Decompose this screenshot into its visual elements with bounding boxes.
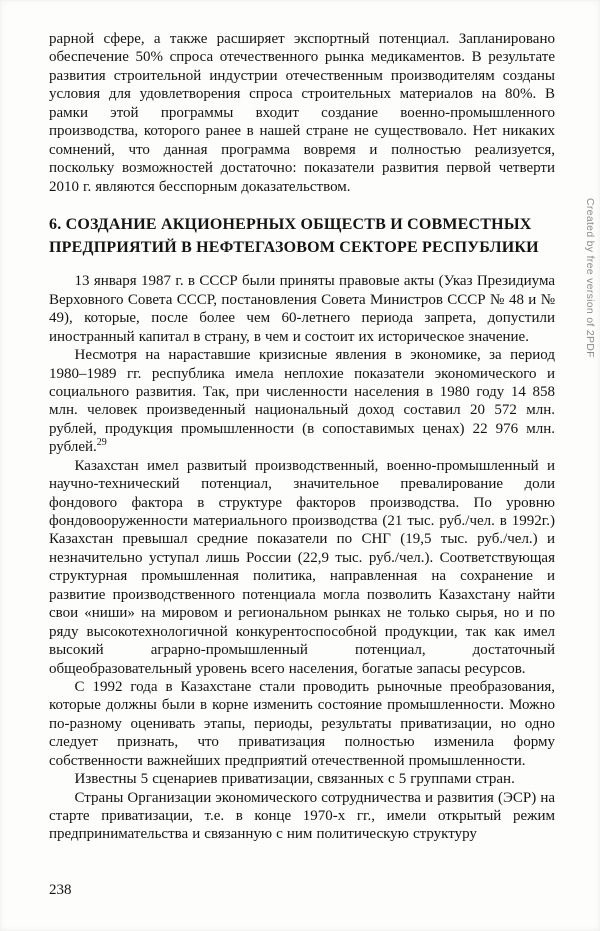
section-heading: 6. СОЗДАНИЕ АКЦИОНЕРНЫХ ОБЩЕСТВ И СОВМЕСТНЫХ ПРЕДПРИЯТИЙ В НЕФТЕГАЗОВОМ СЕКТОРЕ РЕСПУБЛИКИ — [49, 215, 539, 257]
paragraph: С 1992 года в Казахстане стали проводить рыночные преобразования, которые должны были в корне изменить состояние промышленности. Можно по-разному оценивать этапы, периоды, результаты приватизации, но одно следует признать, что приватизация полностью изменила форму собственности важнейших предприятий отечественной промышленности. — [49, 678, 555, 769]
paragraph: 13 января 1987 г. в СССР были приняты правовые акты (Указ Президиума Верховного Совета СССР, постановления Совета Министров СССР № 48 и № 49), которые, после более чем 60-летнего периода запрета, допустили иностранный капитал в страну, в чем и состоит их историческое значение. — [49, 273, 555, 345]
paragraph: Страны Организации экономического сотрудничества и развития (ЭСР) на старте приватизации, т.е. в конце 1970-х гг., имели открытый режим предпринимательства и связанную с ним политическую структуру — [49, 789, 555, 843]
page-text-block — [49, 30, 555, 844]
paragraph: Казахстан имел развитый производственный, военно-промышленный и научно-технический потенциал, значительное превалирование доли фондового фактора в структуре факторов производства. По уровню фондовооруженности материального производства (21 тыс. руб./чел. в 1992г.) Казахстан превышал средние показатели по СНГ (19,5 тыс. руб./чел.) и незначительно уступал лишь России (22,9 тыс. руб./чел.). Соответствующая структурная промышленная политика, направленная на сохранение и развитие производственного потенциала могла позволить Казахстану найти свои «ниши» на мировом и региональном рынках не только сырья, но и по ряду высокотехнологичной конкурентоспособной продукции, так как имел высокий аграрно-промышленный потенциал, достаточный общеобразовательный уровень всего населения, богатые запасы ресурсов. — [49, 457, 555, 677]
paragraph — [49, 346, 555, 457]
paragraph: Известны 5 сценариев приватизации, связанных с 5 группами стран. — [74, 771, 515, 788]
page-number: 238 — [49, 882, 72, 898]
paragraph-text: Несмотря на нараставшие кризисные явления в экономике, за период 1980–1989 гг. республика имела неплохие показатели экономического и социального развития. Так, при численности населения в 1980 году 14 858 млн. человек произведенный национальный доход составил 20 572 млн. рублей, продукция промышленности (в сопоставимых ценах) 22 976 млн. рублей. — [49, 347, 555, 456]
paragraph-continuation: рарной сфере, а также расширяет экспортный потенциал. Запланировано обеспечение 50% спроса отечественного рынка медикаментов. В результате развития строительной индустрии отечественным производителям созданы условия для удовлетворения спроса строительных материалов на 80%. В рамки этой программы входит создание военно-промышленного производства, которого ранее в нашей стране не существовало. Нет никаких сомнений, что данная программа вовремя и полностью реализуется, поскольку возможностей достаточно: показатели развития первой четверти 2010 г. являются бесспорным доказательством. — [49, 31, 555, 195]
watermark-2pdf: Created by free version of 2PDF — [584, 198, 596, 358]
footnote-marker: 29 — [96, 437, 107, 449]
